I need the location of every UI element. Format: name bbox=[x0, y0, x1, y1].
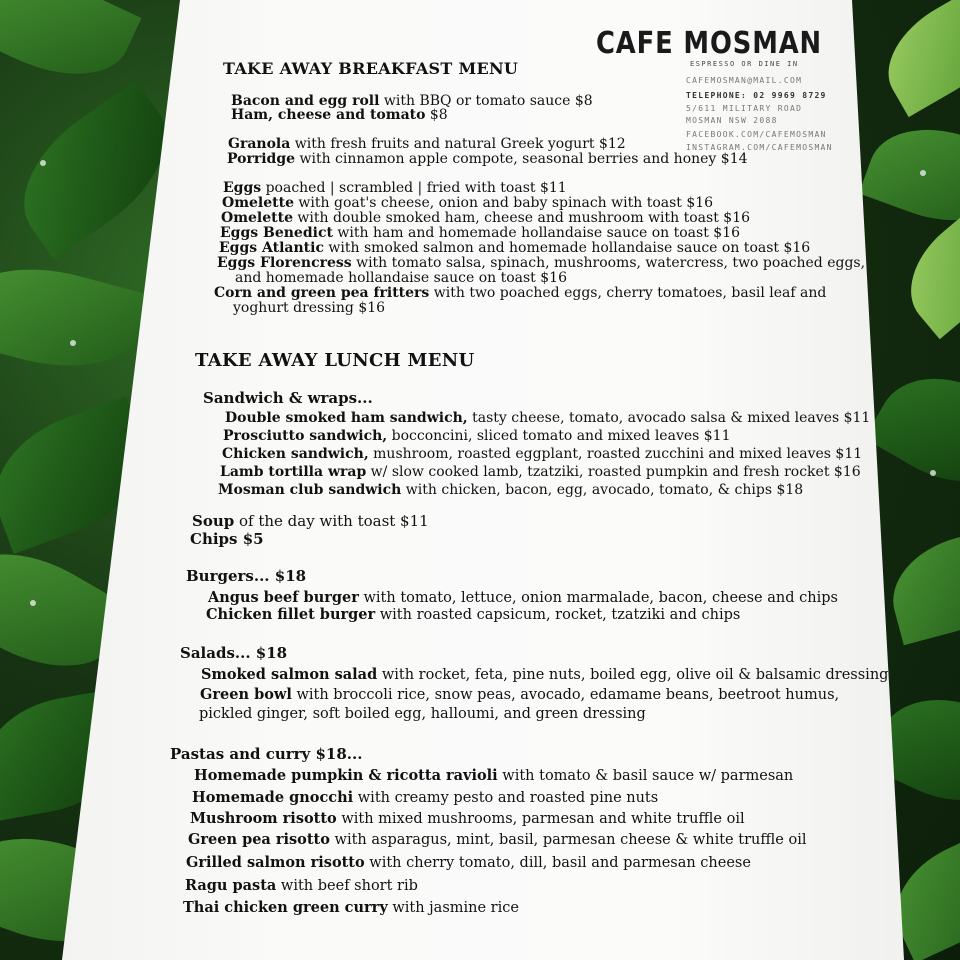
menu-item: Prosciutto sandwich, bocconcini, sliced tomato and mixed leaves $11 bbox=[223, 428, 731, 444]
menu-item: Eggs poached | scrambled | fried with toast $11 bbox=[223, 180, 567, 196]
menu-item: Grilled salmon risotto with cherry tomato, dill, basil and parmesan cheese bbox=[186, 854, 751, 871]
menu-item: Homemade pumpkin & ricotta ravioli with tomato & basil sauce w/ parmesan bbox=[194, 767, 794, 784]
menu-item: Chicken sandwich, mushroom, roasted eggplant, roasted zucchini and mixed leaves $11 bbox=[222, 446, 863, 462]
contact-facebook: FACEBOOK.COM/CAFEMOSMAN bbox=[686, 130, 827, 139]
lunch-menu-title: TAKE AWAY LUNCH MENU bbox=[195, 350, 475, 371]
menu-item: Eggs Atlantic with smoked salmon and homemade hollandaise sauce on toast $16 bbox=[219, 240, 811, 256]
menu-item: Bacon and egg roll with BBQ or tomato sauce $8 bbox=[231, 93, 593, 109]
menu-item-continued: and homemade hollandaise sauce on toast $16 bbox=[235, 270, 567, 286]
menu-item-soup: Soup of the day with toast $11 bbox=[192, 512, 429, 530]
menu-item: Green bowl with broccoli rice, snow peas, avocado, edamame beans, beetroot humus, bbox=[200, 686, 840, 703]
menu-item: Lamb tortilla wrap w/ slow cooked lamb, tzatziki, roasted pumpkin and fresh rocket $16 bbox=[220, 464, 861, 480]
section-heading-sandwiches: Sandwich & wraps... bbox=[203, 389, 373, 407]
contact-address-line1: 5/611 MILITARY ROAD bbox=[686, 104, 803, 113]
contact-address-line2: MOSMAN NSW 2088 bbox=[686, 116, 778, 125]
menu-item: Ragu pasta with beef short rib bbox=[185, 877, 418, 894]
menu-item: Double smoked ham sandwich, tasty cheese, tomato, avocado salsa & mixed leaves $11 bbox=[225, 410, 871, 426]
menu-item-continued: yoghurt dressing $16 bbox=[233, 300, 386, 316]
contact-instagram: INSTAGRAM.COM/CAFEMOSMAN bbox=[686, 143, 833, 152]
menu-item-continued: pickled ginger, soft boiled egg, halloumi, and green dressing bbox=[199, 706, 646, 722]
menu-item: Chicken fillet burger with roasted capsicum, rocket, tzatziki and chips bbox=[206, 606, 741, 623]
menu-item: Eggs Florencress with tomato salsa, spinach, mushrooms, watercress, two poached eggs, bbox=[217, 255, 866, 271]
section-heading-salads: Salads... $18 bbox=[180, 644, 288, 662]
brand-tagline: ESPRESSO OR DINE IN bbox=[690, 60, 799, 68]
menu-item: Porridge with cinnamon apple compote, seasonal berries and honey $14 bbox=[227, 151, 748, 167]
menu-item: Ham, cheese and tomato $8 bbox=[231, 107, 448, 123]
menu-item: Homemade gnocchi with creamy pesto and roasted pine nuts bbox=[192, 789, 659, 806]
menu-item: Mushroom risotto with mixed mushrooms, parmesan and white truffle oil bbox=[190, 810, 745, 827]
menu-item: Mosman club sandwich with chicken, bacon, egg, avocado, tomato, & chips $18 bbox=[218, 482, 804, 498]
section-heading-pastas: Pastas and curry $18... bbox=[170, 745, 363, 763]
brand-logo: CAFE MOSMAN bbox=[596, 26, 823, 61]
menu-item: Omelette with double smoked ham, cheese and mushroom with toast $16 bbox=[221, 210, 751, 226]
contact-telephone: TELEPHONE: 02 9969 8729 bbox=[686, 91, 827, 100]
menu-item: Smoked salmon salad with rocket, feta, pine nuts, boiled egg, olive oil & balsamic dressing bbox=[201, 666, 889, 683]
menu-item: Corn and green pea fritters with two poached eggs, cherry tomatoes, basil leaf and bbox=[214, 285, 827, 301]
contact-email: CAFEMOSMAN@MAIL.COM bbox=[686, 76, 803, 85]
menu-item: Granola with fresh fruits and natural Greek yogurt $12 bbox=[228, 136, 626, 152]
breakfast-menu-title: TAKE AWAY BREAKFAST MENU bbox=[223, 59, 519, 78]
menu-item: Angus beef burger with tomato, lettuce, onion marmalade, bacon, cheese and chips bbox=[208, 589, 838, 606]
menu-item: Thai chicken green curry with jasmine rice bbox=[183, 899, 519, 916]
menu-item: Eggs Benedict with ham and homemade hollandaise sauce on toast $16 bbox=[220, 225, 741, 241]
menu-item: Omelette with goat's cheese, onion and baby spinach with toast $16 bbox=[222, 195, 714, 211]
menu-item-chips: Chips $5 bbox=[190, 530, 264, 548]
menu-item: Green pea risotto with asparagus, mint, basil, parmesan cheese & white truffle oil bbox=[188, 831, 807, 848]
section-heading-burgers: Burgers... $18 bbox=[186, 567, 307, 585]
